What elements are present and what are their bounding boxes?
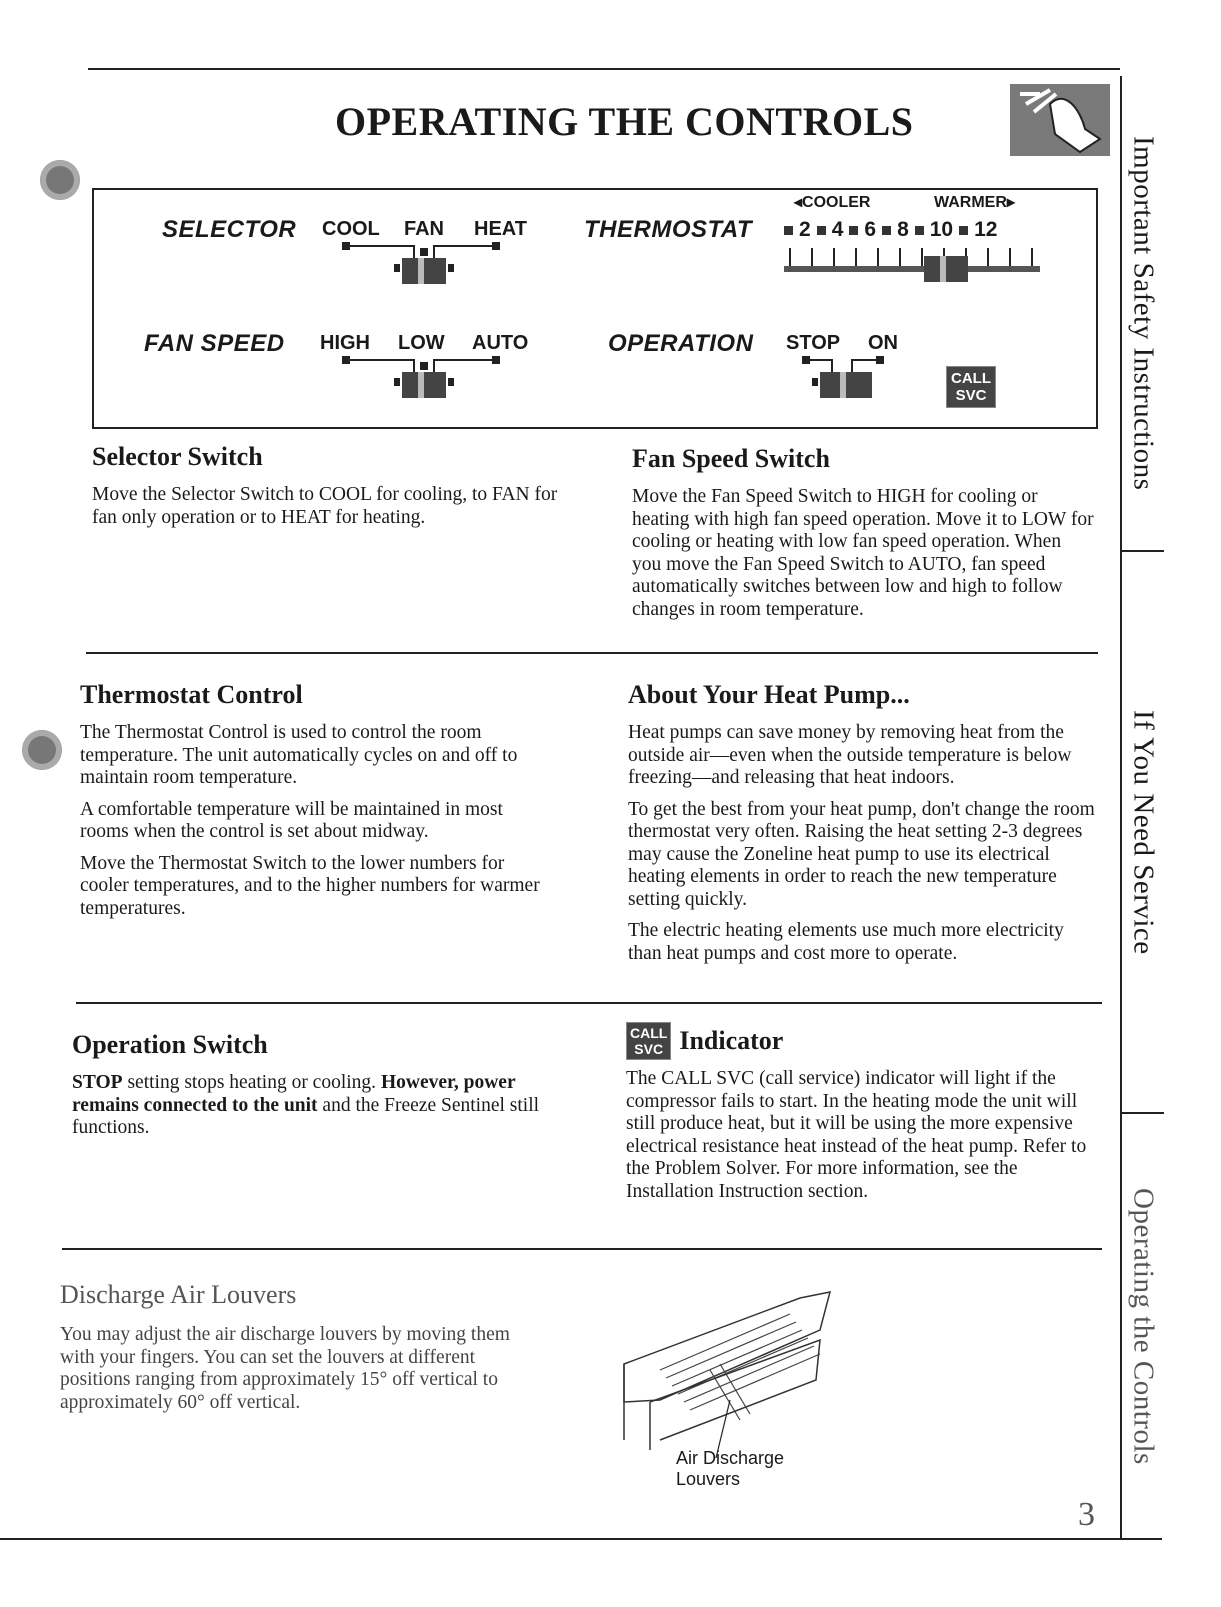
operation-label: OPERATION	[608, 330, 754, 357]
hole-punch-icon	[40, 160, 80, 200]
operation-stop-label: STOP	[786, 332, 841, 354]
tab-label: Operating the Controls	[1127, 1187, 1160, 1465]
cooler-label: ◂COOLER	[794, 194, 871, 211]
power-emphasis: However, power remains connected to the unit	[72, 1072, 516, 1116]
scale-mark: 2	[799, 218, 811, 241]
warmer-label: WARMER▸	[934, 194, 1015, 211]
thermostat-slider[interactable]	[784, 246, 1044, 286]
safety-hand-icon	[1010, 84, 1110, 156]
call-svc-lamp	[946, 366, 996, 408]
section-divider	[76, 1002, 1102, 1004]
bottom-rule	[0, 1538, 1162, 1540]
louvers-body: You may adjust the air discharge louvers by moving them with your fingers. You can set the louvers at different positions ranging from approximately 15° off vertical to approximately 60° off vertical.	[60, 1324, 510, 1413]
selector-switch-icon[interactable]	[324, 240, 514, 288]
selector-cool-label: COOL	[322, 218, 380, 240]
svc-label: SVC	[955, 387, 987, 404]
louvers-section	[60, 1280, 540, 1423]
svc-label: SVC	[634, 1041, 664, 1057]
fan-speed-switch-body: Move the Fan Speed Switch to HIGH for cooling or heating with high fan speed operation. Move it to LOW for cooling or heating with low fan speed operation. When you move the Fan Speed Switch to AUTO, fan speed automatically switches between low and high to follow changes in room temperature.	[632, 486, 1094, 620]
call-label: CALL	[630, 1025, 668, 1041]
control-panel-diagram	[92, 188, 1098, 429]
thermostat-control-p2: A comfortable temperature will be maintained in most rooms when the control is set about midway.	[80, 798, 503, 842]
operation-switch-icon[interactable]	[794, 354, 904, 402]
section-divider	[62, 1248, 1102, 1250]
thermostat-control-p1: The Thermostat Control is used to control the room temperature. The unit automatically cycles on and off to maintain room temperature.	[80, 722, 518, 788]
selector-label: SELECTOR	[162, 216, 297, 243]
fan-speed-switch-title: Fan Speed Switch	[632, 444, 830, 473]
selector-switch-title: Selector Switch	[92, 442, 263, 471]
scale-mark: 6	[864, 218, 877, 241]
thermostat-control-p3: Move the Thermostat Switch to the lower numbers for cooler temperatures, and to the higher numbers for warmer temperatures.	[80, 852, 540, 919]
selector-heat-label: HEAT	[474, 218, 527, 240]
section-divider	[86, 652, 1098, 654]
tab-if-you-need-service[interactable]	[1122, 552, 1164, 1112]
hole-punch-icon	[22, 730, 62, 770]
scale-mark: 8	[897, 218, 909, 241]
thermostat-control-section	[80, 680, 550, 929]
operation-text-1: setting stops heating or cooling.	[122, 1072, 381, 1093]
louver-caption	[676, 1448, 784, 1490]
heat-pump-title: About Your Heat Pump...	[628, 680, 910, 709]
heat-pump-p3: The electric heating elements use much more electricity than heat pumps and cost more to operate.	[628, 920, 1064, 964]
section-sidebar	[1120, 76, 1164, 1540]
fan-speed-switch-icon[interactable]	[324, 354, 514, 402]
thermostat-label: THERMOSTAT	[584, 216, 753, 243]
fan-low-label: LOW	[398, 332, 445, 354]
call-svc-icon	[626, 1022, 671, 1060]
operation-on-label: ON	[868, 332, 898, 354]
selector-fan-label: FAN	[404, 218, 444, 240]
page-title: OPERATING THE CONTROLS	[335, 99, 914, 144]
tab-label: Important Safety Instructions	[1127, 135, 1160, 491]
selector-switch-body: Move the Selector Switch to COOL for cooling, to FAN for fan only operation or to HEAT for heating.	[92, 484, 558, 528]
fan-speed-label: FAN SPEED	[144, 330, 285, 357]
louvers-title: Discharge Air Louvers	[60, 1280, 297, 1309]
page-number: 3	[1078, 1496, 1095, 1533]
operation-text-2: and the Freeze Sentinel still functions.	[72, 1094, 540, 1138]
thermostat-control-title: Thermostat Control	[80, 680, 303, 709]
caption-line-1: Air Discharge	[676, 1448, 785, 1468]
tab-operating-the-controls[interactable]	[1122, 1114, 1164, 1538]
scale-mark: 4	[831, 218, 844, 241]
fan-high-label: HIGH	[320, 332, 370, 354]
tab-label: If You Need Service	[1127, 709, 1160, 955]
heat-pump-p2: To get the best from your heat pump, don't change the room thermostat very often. Raising the heat setting 2-3 degrees may cause the Zoneline heat pump to use its electrical heating elements in order to reach the new temperature setting quickly.	[628, 798, 1095, 910]
tab-important-safety-instructions[interactable]	[1122, 76, 1164, 550]
caption-line-2: Louvers	[676, 1469, 741, 1489]
thermostat-scale	[784, 218, 1044, 242]
scale-mark: 10	[929, 218, 954, 241]
top-rule	[88, 68, 1120, 70]
scale-mark: 12	[974, 218, 998, 241]
stop-emphasis: STOP	[72, 1072, 123, 1093]
heat-pump-p1: Heat pumps can save money by removing heat from the outside air—even when the outside temperature is below freezing—and releasing that heat indoors.	[628, 722, 1072, 788]
fan-speed-switch-section	[632, 444, 1094, 630]
indicator-body: The CALL SVC (call service) indicator will light if the compressor fails to start. In the heating mode the unit will still produce heat, but it will be using the more expensive electrical resistance heat instead of the heat pump. Refer to the Problem Solver. For more information, see the Installation Instruction section.	[626, 1068, 1087, 1202]
heat-pump-section	[628, 680, 1098, 974]
operation-switch-title: Operation Switch	[72, 1030, 268, 1059]
operation-switch-body	[72, 1072, 552, 1140]
indicator-title: Indicator	[679, 1026, 784, 1055]
fan-auto-label: AUTO	[472, 332, 529, 354]
operation-switch-section	[72, 1030, 552, 1149]
indicator-section	[626, 1022, 1106, 1212]
call-label: CALL	[951, 370, 991, 387]
selector-switch-section	[92, 442, 562, 538]
